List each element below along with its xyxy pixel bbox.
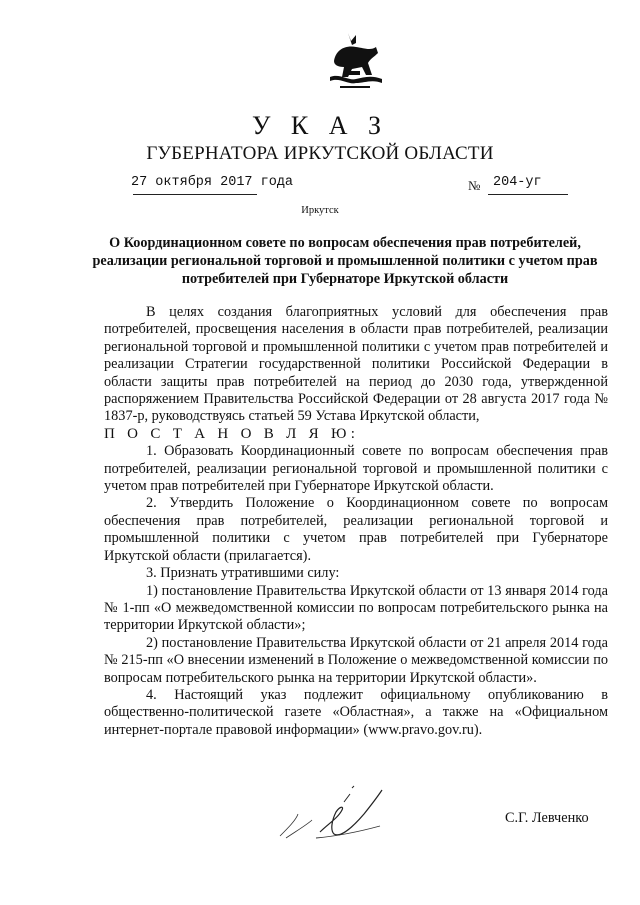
irkutsk-coat-of-arms-icon [326,31,384,93]
decree-body [104,304,608,739]
preamble-paragraph: В целях создания благоприятных условий для обеспечения прав потребителей, просвещения населения в области прав потребителей, реализации региональной торговой и промышленной политики с учетом прав потребителей и реализации Стратегии государственной политики Российской Федерации в области защиты прав потребителей на период до 2030 года, утвержденной распоряжением Правительства Российской Федерации от 28 августа 2017 года № 1837-р, руководствуясь статьей 59 Устава Иркутской области, [104,304,608,425]
item-4-paragraph: 4. Настоящий указ подлежит официальному опубликованию в общественно-политической газете «Областная», а также на «Официальном интернет-портале правовой информации» (www.pravo.gov.ru). [104,686,608,738]
item-3-paragraph: 3. Признать утратившими силу: [146,565,340,582]
item-1-paragraph: 1. Образовать Координационный совете по вопросам обеспечения прав потребителей, реализации региональной торговой и промышленной политики с учетом прав потребителей при Губернаторе Иркутской области. [104,443,608,495]
issuing-authority: ГУБЕРНАТОРА ИРКУТСКОЙ ОБЛАСТИ [146,143,494,164]
decree-word: П О С Т А Н О В Л Я Ю: [104,425,360,442]
number-underline [488,194,568,195]
signer-name: С.Г. Левченко [505,810,589,826]
city-name: Иркутск [301,205,339,216]
item-3-1-paragraph: 1) постановление Правительства Иркутской области от 13 января 2014 года № 1-пп «О межведомственной комиссии по вопросам потребительского рынка на территории Иркутской области»; [104,582,608,634]
document-type-title: У К А З [251,111,389,140]
number-sign: № [468,178,481,193]
decree-number: 204-уг [493,175,542,190]
decree-date: 27 октября 2017 года [131,175,294,190]
handwritten-signature [268,780,398,850]
date-underline [133,194,257,195]
decree-heading: О Координационном совете по вопросам обеспечения прав потребителей, реализации региональной торговой и промышленной политики с учетом прав потребителей при Губернаторе Иркутской области [92,235,598,287]
item-3-2-paragraph: 2) постановление Правительства Иркутской области от 21 апреля 2014 года № 215-пп «О внесении изменений в Положение о межведомственной комиссии по вопросам потребительского рынка на территории Иркутской области». [104,634,608,686]
item-2-paragraph: 2. Утвердить Положение о Координационном совете по вопросам обеспечения прав потребителей, реализации региональной торговой и промышленной политики с учетом прав потребителей при Губернаторе Иркутской области (прилагается). [104,495,608,564]
decree-date-block [131,175,293,190]
